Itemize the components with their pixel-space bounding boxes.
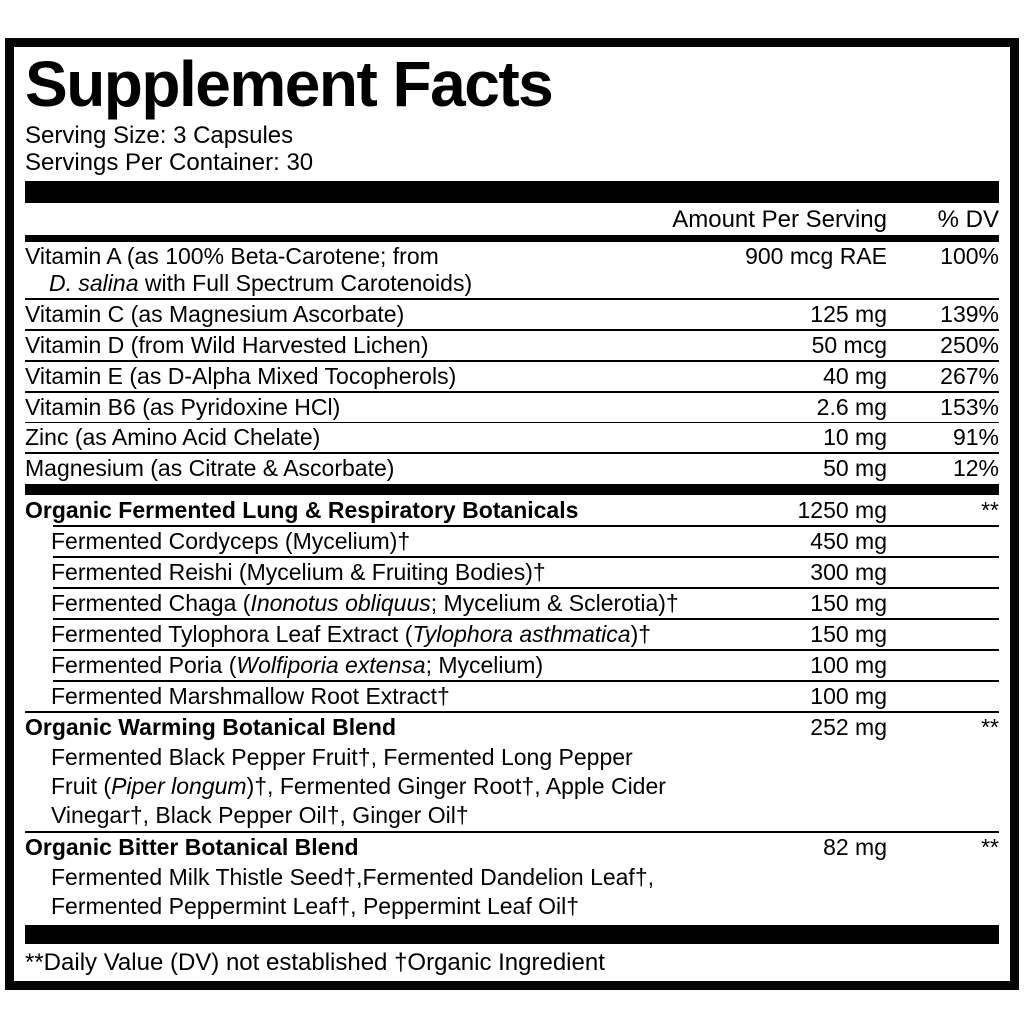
row-vitamin-c (25, 300, 999, 329)
amount-value: 150 mg (810, 621, 887, 648)
column-header-row (25, 205, 999, 235)
row-vitamin-d (25, 331, 999, 360)
row-fermented-marshmallow (25, 682, 999, 711)
row-lung-respiratory-blend (25, 496, 999, 525)
blend-name: Organic Warming Botanical Blend (25, 714, 397, 741)
dv-value: 91% (952, 424, 999, 451)
dv-value: 12% (952, 455, 999, 482)
ingredient-name: Vitamin C (as Magnesium Ascorbate) (25, 300, 405, 327)
blend-name: Organic Bitter Botanical Blend (25, 834, 359, 861)
amount-value: 82 mg (823, 834, 887, 861)
amount-value: 10 mg (823, 424, 887, 451)
servings-per-container: Servings Per Container: 30 (25, 148, 314, 176)
dv-value: ** (981, 714, 999, 741)
divider-bar-medium (25, 235, 999, 242)
row-vitamin-b6 (25, 393, 999, 422)
ingredient-name: Fermented Marshmallow Root Extract† (51, 683, 450, 710)
row-fermented-tylophora (25, 620, 999, 649)
ingredient-name: Fermented Cordyceps (Mycelium)† (51, 528, 411, 555)
serving-size: Serving Size: 3 Capsules (25, 121, 294, 149)
ingredient-name: Vitamin E (as D-Alpha Mixed Tocopherols) (25, 362, 457, 389)
dv-value: 100% (940, 242, 999, 269)
ingredient-name: Zinc (as Amino Acid Chelate) (25, 424, 321, 451)
daily-value-footnote: **Daily Value (DV) not established †Organic Ingredient (25, 949, 605, 977)
ingredient-name: Vitamin B6 (as Pyridoxine HCl) (25, 393, 341, 420)
percent-dv-header: % DV (937, 205, 999, 233)
dv-value: 250% (940, 331, 999, 358)
amount-value: 50 mg (823, 455, 887, 482)
amount-value: 100 mg (810, 652, 887, 679)
ingredient-name: Vitamin A (as 100% Beta-Carotene; from (25, 242, 439, 269)
amount-value: 40 mg (823, 362, 887, 389)
dv-value: ** (981, 497, 999, 524)
amount-value: 2.6 mg (816, 393, 887, 420)
divider-bar-footer (25, 925, 999, 944)
dv-value: 267% (940, 362, 999, 389)
row-fermented-cordyceps (25, 527, 999, 556)
amount-per-serving-header: Amount Per Serving (672, 205, 887, 233)
amount-value: 150 mg (810, 590, 887, 617)
bitter-blend-ingredients: Fermented Milk Thistle Seed†,Fermented Dandelion Leaf†, Fermented Peppermint Leaf†, Peppermint Leaf Oil† (51, 864, 655, 920)
row-bitter-blend (25, 833, 999, 862)
divider-bar-section (25, 484, 999, 495)
dv-value: ** (981, 834, 999, 861)
dv-value: 153% (940, 393, 999, 420)
row-fermented-reishi (25, 558, 999, 587)
row-warming-blend (25, 713, 999, 742)
ingredient-name: Vitamin D (from Wild Harvested Lichen) (25, 331, 429, 358)
amount-value: 125 mg (810, 300, 887, 327)
amount-value: 50 mcg (811, 331, 887, 358)
ingredient-name: Fermented Chaga (Inonotus obliquus; Mycelium & Sclerotia)† (51, 590, 679, 617)
supplement-facts-panel (5, 38, 1019, 990)
amount-value: 300 mg (810, 559, 887, 586)
row-fermented-poria (25, 651, 999, 680)
amount-value: 100 mg (810, 683, 887, 710)
row-zinc (25, 423, 999, 452)
ingredient-name: Fermented Poria (Wolfiporia extensa; Mycelium) (51, 652, 544, 679)
ingredient-name-continued: D. salina with Full Spectrum Carotenoids) (49, 269, 473, 296)
dv-value: 139% (940, 300, 999, 327)
amount-value: 900 mcg RAE (745, 242, 887, 269)
row-fermented-chaga (25, 589, 999, 618)
blend-name: Organic Fermented Lung & Respiratory Botanicals (25, 497, 579, 524)
ingredient-name: Fermented Reishi (Mycelium & Fruiting Bodies)† (51, 559, 546, 586)
panel-title: Supplement Facts (25, 48, 553, 120)
warming-blend-ingredients: Fermented Black Pepper Fruit†, Fermented Long Pepper Fruit (Piper longum)†, Fermented Ginger Root†, Apple Cider Vinegar†, Black Pepper Oil†, Ginger Oil† (51, 744, 666, 829)
row-vitamin-e (25, 362, 999, 391)
row-vitamin-a (25, 242, 999, 298)
amount-value: 252 mg (810, 714, 887, 741)
amount-value: 1250 mg (797, 497, 887, 524)
row-magnesium (25, 454, 999, 483)
divider-bar-heavy (25, 181, 999, 203)
ingredient-name: Fermented Tylophora Leaf Extract (Tylophora asthmatica)† (51, 621, 652, 648)
ingredient-name: Magnesium (as Citrate & Ascorbate) (25, 455, 395, 482)
amount-value: 450 mg (810, 528, 887, 555)
